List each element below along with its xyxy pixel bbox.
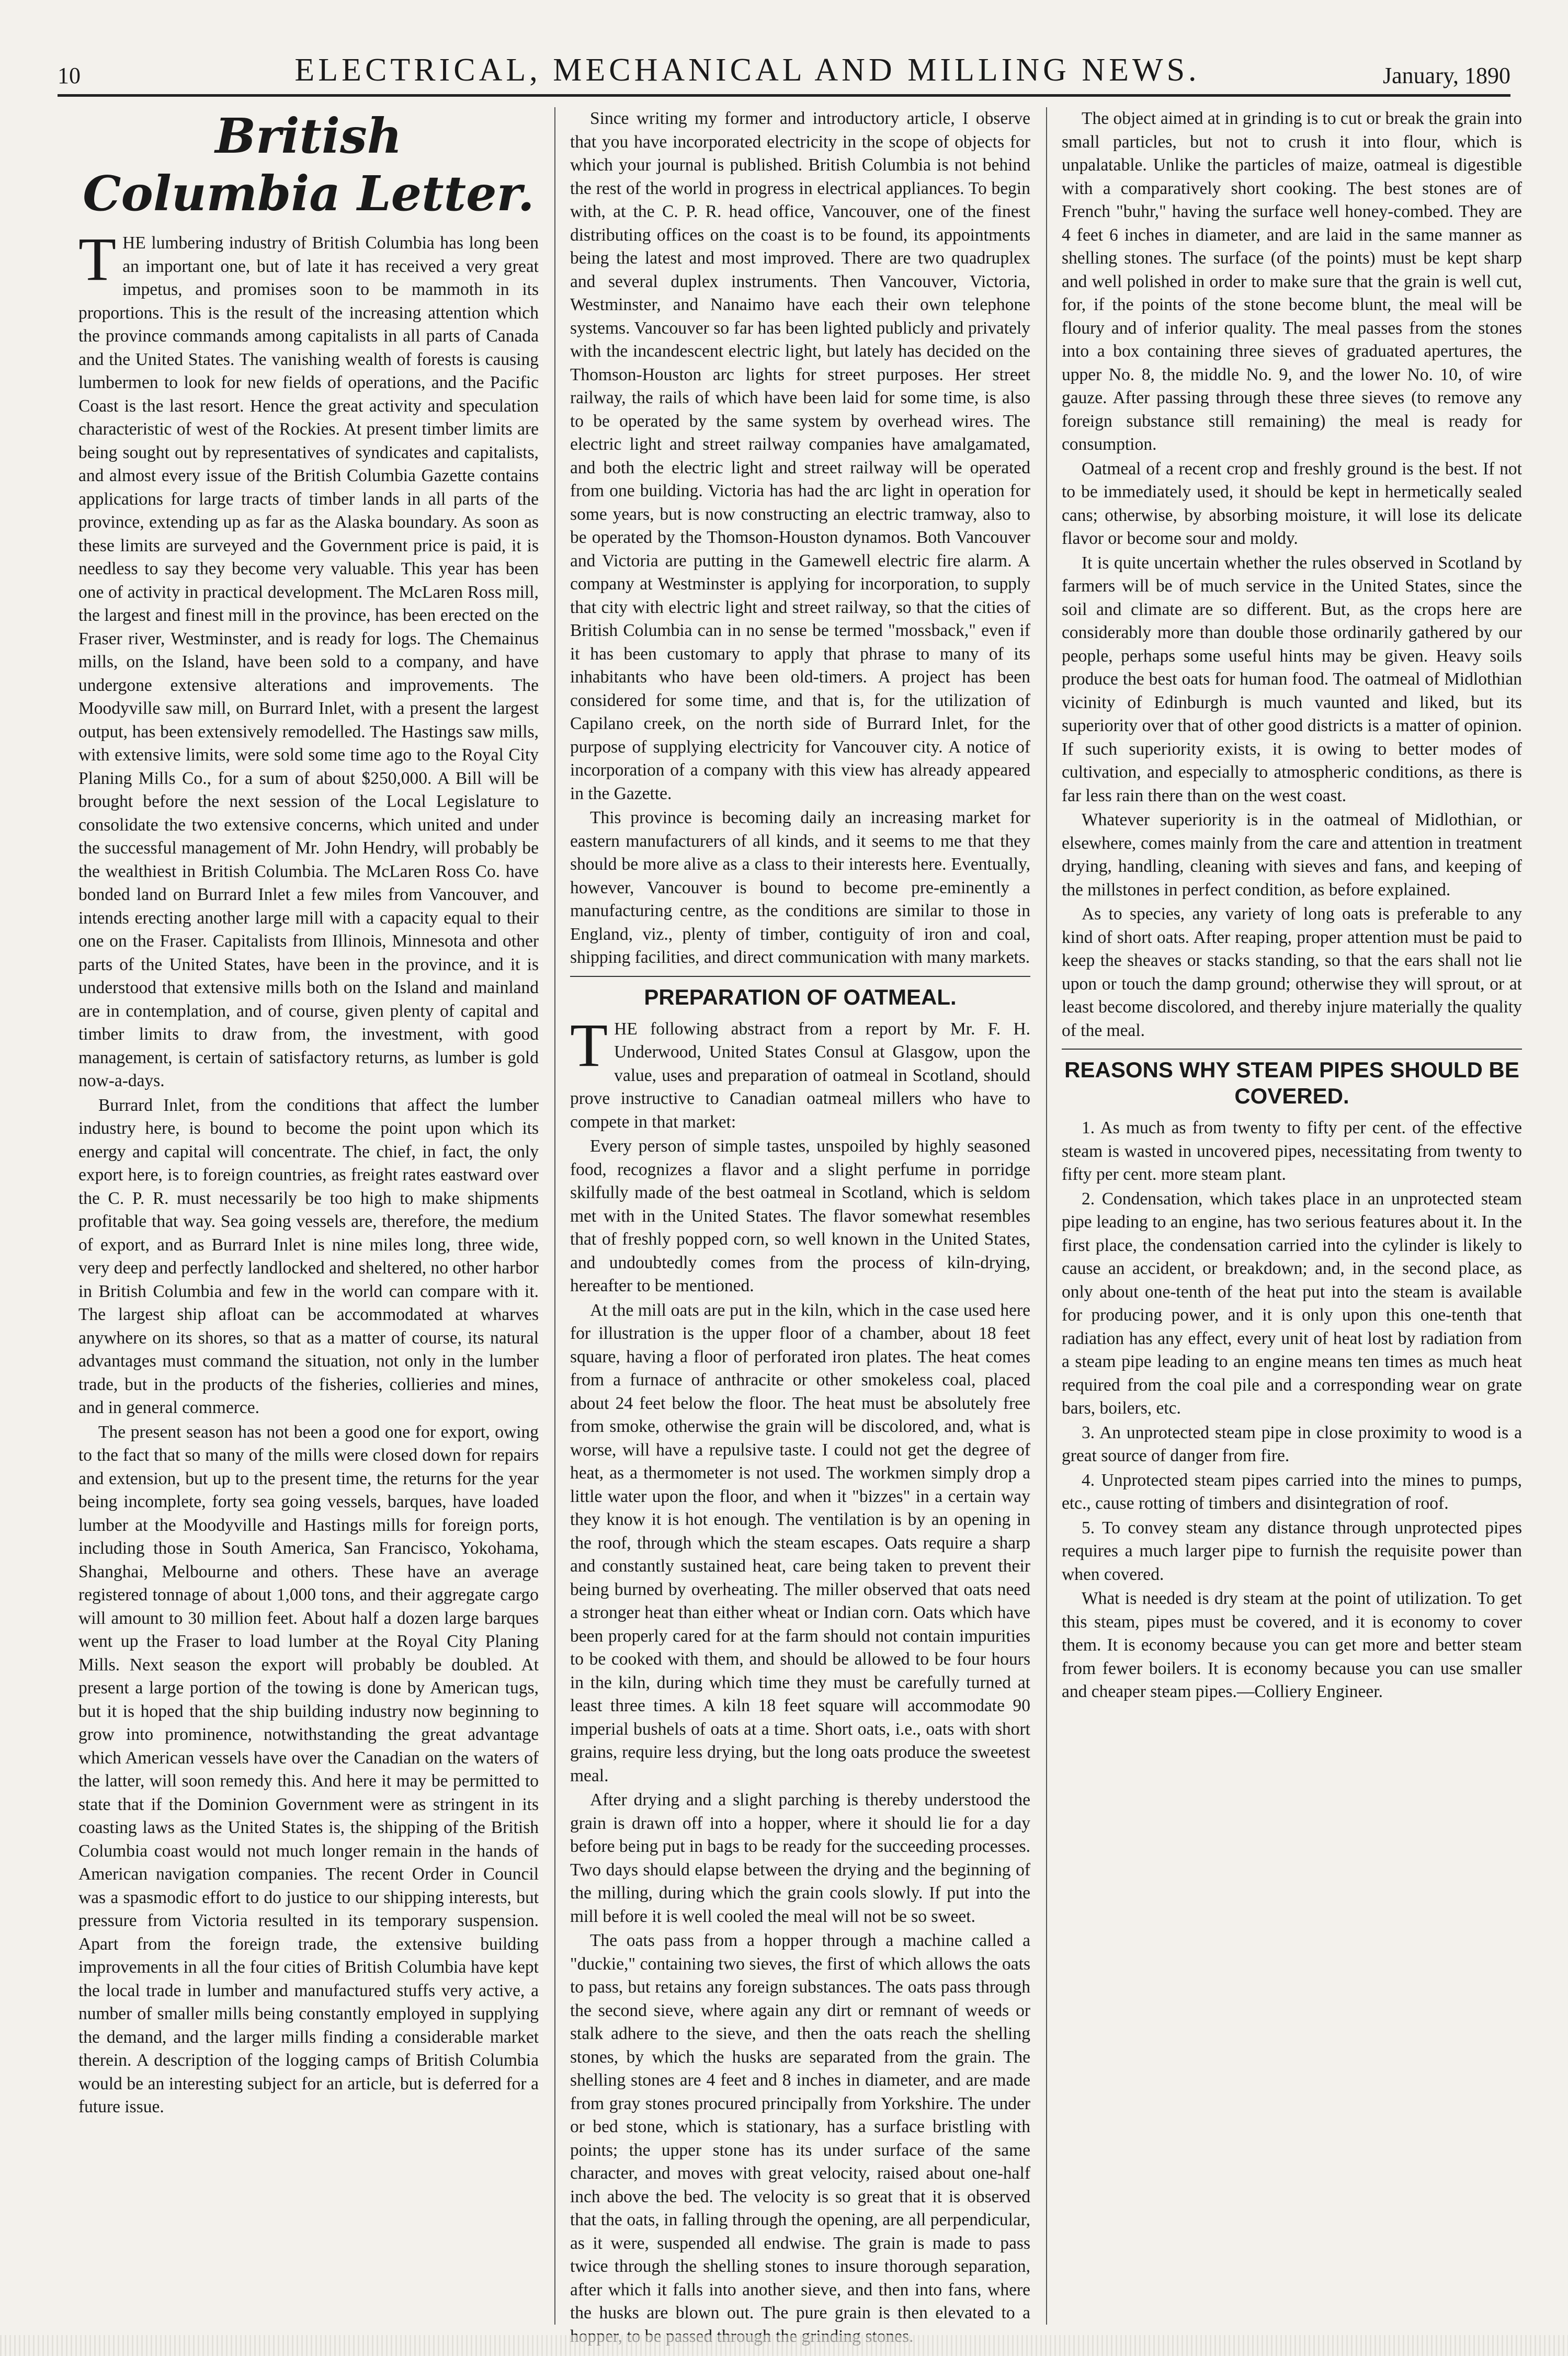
steam-paragraph-3: 3. An unprotected steam pipe in close proximity to wood is a great source of danger from fire. — [1062, 1422, 1522, 1465]
oatmeal-paragraph-7: Oatmeal of a recent crop and freshly ground is the best. If not to be immediately used, it should be kept in hermetically sealed cans; otherwise, by absorbing moisture, it will lose its delicate flavor or become sour and moldy. — [1062, 459, 1522, 548]
oatmeal-paragraph-2: Every person of simple tastes, unspoiled by highly seasoned food, recognizes a flavor and a slight perfume in porridge skilfully made of the best oatmeal in Scotland, which is seldom met with in the United States. The flavor somewhat resembles that of freshly popped corn, so well known in the United States, and undoubtedly comes from the process of kiln-drying, hereafter to be mentioned. — [570, 1136, 1030, 1295]
dropcap: T — [78, 225, 117, 293]
oatmeal-paragraph-8: It is quite uncertain whether the rules observed in Scotland by farmers will be of much service in the United States, since the soil and climate are so different. But, as the crops here are considerably more than double those ordinarily gathered by our people, perhaps some useful hints may be given. Heavy soils produce the best oats for human food. The oatmeal of Midlothian vicinity of Edinburgh is much vaunted and liked, but its superiority over that of other good districts is a matter of opinion. If such superiority exists, it is owing to better modes of cultivation, and especially to atmospheric conditions, as there is far less rain there than on the west coast. — [1062, 553, 1522, 805]
steam-paragraph-2: 2. Condensation, which takes place in an unprotected steam pipe leading to an engine, has two serious features about it. In the first place, the condensation carried into the cylinder is likely to cause an accident, or breakdown; and, in the second place, as only about one-tenth of the heat put into the steam is available for producing power, and it is only upon this one-tenth that radiation has any effect, every unit of heat lost by radiation from a steam pipe leading to an engine means ten times as much heat required from the coal pile and a corresponding wear on grate bars, boilers, etc. — [1062, 1189, 1522, 1418]
article-title-steam-pipes: REASONS WHY STEAM PIPES SHOULD BE COVERED. — [1062, 1049, 1522, 1109]
bc-letter-paragraph-5: This province is becoming daily an increasing market for eastern manufacturers of all kinds, and it seems to me that they should be more alive as a class to their interests here. Eventually, however, Vancouver is bound to become pre-eminently a manufacturing centre, as the conditions are similar to those in England, viz., plenty of timber, contiguity of iron and coal, shipping facilities, and direct communication with many markets. — [570, 808, 1030, 967]
steam-paragraph-4: 4. Unprotected steam pipes carried into the mines to pumps, etc., cause rotting of timbers and disintegration of roof. — [1062, 1470, 1522, 1513]
oatmeal-paragraph-3: At the mill oats are put in the kiln, which in the case used here for illustration is the upper floor of a chamber, about 18 feet square, having a floor of perforated iron plates. The heat comes from a furnace of anthracite or other smokeless coal, placed about 24 feet below the floor. The heat must be absolutely free from smoke, otherwise the grain will be discolored, and, what is worse, will have a repulsive taste. I could not get the degree of heat, as a thermometer is not used. The workmen simply drop a little water upon the floor, and when it "bizzes" in a certain way they know it is hot enough. The ventilation is by an opening in the roof, through which the steam escapes. Oats require a sharp and constantly sustained heat, care being taken to prevent their being burned by overheating. The miller observed that oats need a stronger heat than either wheat or Indian corn. Oats which have been properly cared for at the farm should not contain impurities to be cooked with them, and should be allowed to be four hours in the kiln, during which time they must be carefully turned at least three times. A kiln 18 feet square will accommodate 90 imperial bushels of oats at a time. Short oats, i.e., oats with short grains, require less drying, but the long oats produce the sweetest meal. — [570, 1300, 1030, 1785]
bc-letter-paragraph-3: The present season has not been a good one for export, owing to the fact that so many of the mills were closed down for repairs and extension, but up to the present time, the returns for the year being incomplete, forty sea going vessels, barques, have loaded lumber at the Moodyville and Hastings mills for foreign ports, including those in South America, San Francisco, Yokohama, Shanghai, Melbourne and others. These have an average registered tonnage of about 1,000 tons, and their aggregate cargo will amount to 30 million feet. About half a dozen large barques went up the Fraser to load lumber at the Royal City Planing Mills. Next season the export will probably be doubled. At present a large portion of the towing is done by American tugs, but it is hoped that the ship building industry now beginning to grow into prominence, notwithstanding the great advantage which American vessels have over the Canadian on the waters of the latter, will soon remedy this. And here it may be permitted to state that if the Dominion Government were as stringent in its coasting laws as the United States is, the shipping of the British Columbia coast would not much longer remain in the hands of American navigation companies. The recent Order in Council was a spasmodic effort to do justice to our shipping interests, but pressure from Victoria resulted in its temporary suspension. Apart from the foreign trade, the extensive building improvements in all the four cities of British Columbia have kept the local trade in lumber and manufactured stuffs very active, a number of smaller mills being constantly employed in supplying the demand, and the larger mills finding a considerable market therein. A description of the logging camps of British Columbia would be an interesting subject for an article, but is deferred for a future issue. — [78, 1422, 539, 2116]
steam-paragraph-6: What is needed is dry steam at the point of utilization. To get this steam, pipes must be covered, and it is economy to cover them. It is economy because you can get more and better steam from fewer boilers. It is economy because you can use smaller and cheaper steam pipes.—Colliery Engineer. — [1062, 1589, 1522, 1701]
page-number: 10 — [58, 63, 81, 88]
masthead — [58, 31, 1510, 89]
masthead-rule — [58, 94, 1510, 97]
column-3 — [1062, 107, 1522, 2325]
bc-letter-paragraph-1: THE lumbering industry of British Columbia has long been an important one, but of late it has received a very great impetus, and promises soon to be mammoth in its proportions. This is the result of the increasing attention which the province commands among capitalists in all parts of Canada and the United States. The vanishing wealth of forests is causing lumbermen to look for new fields of operations, and the Pacific Coast is the last resort. Hence the great activity and speculation characteristic of west of the Rockies. At present timber limits are being sought out by representatives of syndicates and capitalists, and almost every issue of the British Columbia Gazette contains applications for large tracts of timber lands in all parts of the province, extending up as far as the Alaska boundary. As soon as these limits are surveyed and the Government price is paid, it is needless to say they become very valuable. This year has been one of activity in practical development. The McLaren Ross mill, the largest and finest mill in the province, has been erected on the Fraser river, Westminster, and is ready for logs. The Chemainus mills, on the Island, have been sold to a company, and have undergone extensive alterations and improvements. The Moodyville saw mill, on Burrard Inlet, with a present the largest output, has been extensively remodelled. The Hastings saw mills, with extensive limits, were sold some time ago to the Royal City Planing Mills Co., for a sum of about $250,000. A Bill will be brought before the next session of the Local Legislature to consolidate the two extensive concerns, which united and under the successful management of Mr. John Hendry, will probably be the wealthiest in British Columbia. The McLaren Ross Co. have bonded land on Burrard Inlet a few miles from Vancouver, and intends erecting another large mill with a capacity equal to their one on the Fraser. Capitalists from Illinois, Minnesota and other parts of the United States, have been in the province, and it is understood that extensive mills both on the Island and mainland are in contemplation, and of course, given plenty of capital and timber limits to draw from, the investment, with good management, is certain of satisfactory returns, as lumber is gold now-a-days. — [78, 225, 539, 1090]
bc-letter-paragraph-2: Burrard Inlet, from the conditions that affect the lumber industry here, is bound to become the point upon which its energy and capital will concentrate. The chief, in fact, the only export here, is to foreign countries, as freight rates eastward over the C. P. R. must necessarily be too high to make shipments profitable that way. Sea going vessels are, therefore, the medium of export, and as Burrard Inlet is nine miles long, three wide, very deep and perfectly landlocked and sheltered, no other harbor in British Columbia and few in the world can compare with it. The largest ship afloat can be accommodated at wharves anywhere on its shores, so that as a matter of course, its natural advantages must command the situation, not only in the lumber trade, but in the products of the fisheries, collieries and mines, and in general commerce. — [78, 1095, 539, 1417]
column-rule-1 — [554, 107, 555, 2325]
column-2 — [570, 107, 1030, 2325]
article-title-bc-letter: British Columbia Letter. — [83, 108, 535, 222]
article-title-oatmeal: PREPARATION OF OATMEAL. — [570, 976, 1030, 1010]
publication-title: ELECTRICAL, MECHANICAL AND MILLING NEWS. — [294, 52, 1200, 88]
oatmeal-paragraph-9: Whatever superiority is in the oatmeal of Midlothian, or elsewhere, comes mainly from the care and attention in treatment drying, handling, cleaning with sieves and fans, and keeping of the millstones in perfect condition, as before explained. — [1062, 810, 1522, 900]
bc-letter-paragraph-4: Since writing my former and introductory article, I observe that you have incorporated electricity in the scope of objects for which your journal is published. British Columbia is not behind the rest of the world in progress in electrical appliances. To begin with, at the C. P. R. head office, Vancouver, one of the finest distributing offices on the coast is to be found, its appointments being the latest and most improved. There are two quadruplex and several duplex instruments. Then Vancouver, Victoria, Westminster, and Nanaimo have each their own telephone systems. Vancouver so far has been lighted publicly and privately with the incandescent electric light, but lately has decided on the Thomson-Houston arc lights for street purposes. Her street railway, the rails of which have been laid for some time, is also to be operated by the same system by overhead wires. The electric light and street railway companies have amalgamated, and both the electric light and street railway will be operated from one building. Victoria has had the arc light in operation for some years, but is now constructing an electric tramway, also to be operated by the Thomson-Houston dynamos. Both Vancouver and Victoria are putting in the Gamewell electric fire alarm. A company at Westminster is applying for incorporation, to supply that city with electric light and street railway, so that the cities of British Columbia can in no sense be termed "mossback," even if it has been customary to apply that phrase to many of its inhabitants who have been old-timers. A project has been considered for some time, and that is, for the utilization of Capilano creek, on the north side of Burrard Inlet, for the purpose of supplying electricity for Vancouver city. A notice of incorporation of a company with this view has already appeared in the Gazette. — [570, 109, 1030, 803]
oatmeal-paragraph-6: The object aimed at in grinding is to cut or break the grain into small particles, but not to crush it into flour, which is unpalatable. Unlike the particles of maize, oatmeal is digestible with a comparatively short cooking. The best stones are of French "buhr," having the surface well honey-combed. They are 4 feet 6 inches in diameter, and are laid in the same manner as shelling stones. The surface (of the points) must be kept sharp and well polished in order to make sure that the grain is well cut, for, if the points of the stone become blunt, the meal will be floury and of inferior quality. The meal passes from the stones into a box containing three sieves of graduated apertures, the upper No. 8, the middle No. 9, and the lower No. 10, of wire gauze. After passing through these three sieves (to remove any foreign substance still remaining) the meal is ready for consumption. — [1062, 109, 1522, 454]
dropcap: T — [570, 1010, 608, 1079]
oatmeal-paragraph-10: As to species, any variety of long oats is preferable to any kind of short oats. After reaping, proper attention must be paid to keep the sheaves or stacks standing, so that the ears shall not lie upon or touch the damp ground; otherwise they will sprout, or at least become discolored, and thereby injure materially the quality of the meal. — [1062, 904, 1522, 1040]
column-rule-2 — [1046, 107, 1047, 2325]
oatmeal-paragraph-1: THE following abstract from a report by Mr. F. H. Underwood, United States Consul at Glasgow, upon the value, uses and preparation of oatmeal in Scotland, should prove instructive to Canadian oatmeal millers who have to compete in that market: — [570, 1010, 1030, 1132]
scan-edge — [0, 2335, 1568, 2356]
oatmeal-paragraph-5: The oats pass from a hopper through a machine called a "duckie," containing two sieves, the first of which allows the oats to pass, but retains any foreign substances. The oats pass through the second sieve, where again any dirt or remnant of weeds or stalk adhere to the sieve, and then the oats reach the shelling stones, by which the husks are separated from the grain. The shelling stones are 4 feet and 8 inches in diameter, and are made from gray stones procured principally from Yorkshire. The under or bed stone, which is stationary, has a surface bristling with points; the upper stone has its under surface of the same character, and moves with great velocity, raised about one-half inch above the bed. The velocity is so great that it is observed that the oats, in falling through the opening, are all perpendicular, as it were, suspended all endwise. The grain is made to pass twice through the shelling stones to insure thorough separation, after which it falls into another sieve, and then into fans, where the husks are blown out. The pure grain is then elevated to a — [570, 1931, 1030, 2323]
steam-paragraph-1: 1. As much as from twenty to fifty per cent. of the effective steam is wasted in uncovered pipes, necessitating from twenty to fifty per cent. more steam plant. — [1062, 1118, 1522, 1184]
oatmeal-paragraph-4: After drying and a slight parching is thereby understood the grain is drawn off into a hopper, where it should lie for a day before being put in bags to be ready for the succeeding processes. Two days should elapse between the drying and the beginning of the milling, during which the grain cools slowly. If put into the mill before it is well cooled the meal will not be so sweet. — [570, 1790, 1030, 1926]
issue-date: January, 1890 — [1383, 63, 1510, 88]
steam-paragraph-5: 5. To convey steam any distance through unprotected pipes requires a much larger pipe to furnish the requisite power than when covered. — [1062, 1518, 1522, 1584]
column-1 — [78, 107, 539, 2325]
